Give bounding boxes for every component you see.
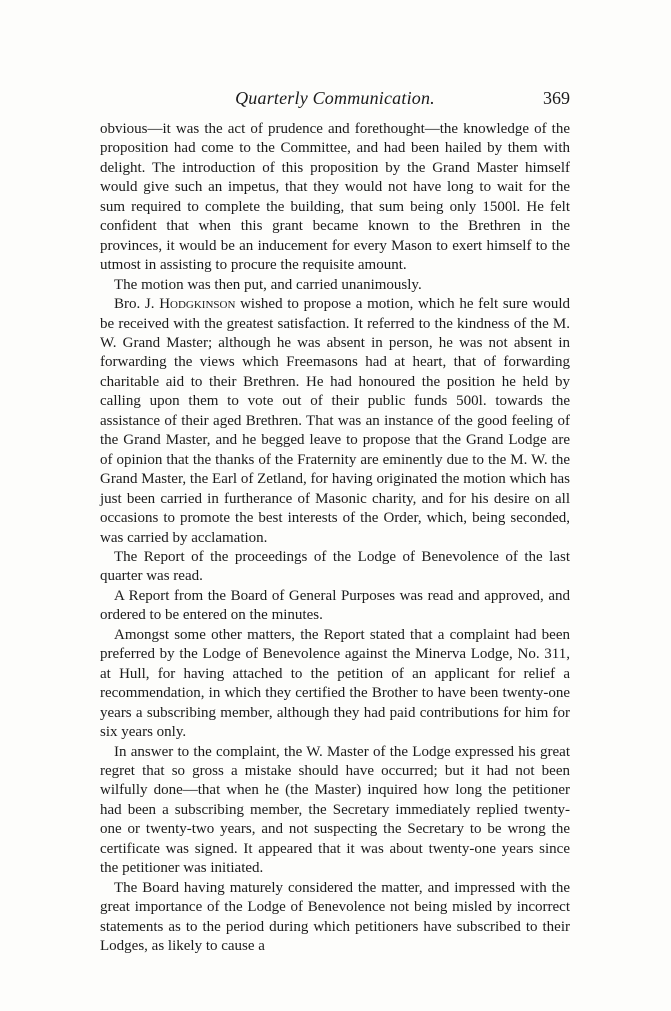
paragraph-benevolence-report: The Report of the proceedings of the Lodge of Benevolence of the last quarter was read. — [100, 548, 570, 585]
page-number: 369 — [543, 88, 570, 108]
paragraph-hodgkinson-motion — [100, 295, 570, 548]
paragraph-board-considered: The Board having maturely considered the matter, and impressed with the great importance of the Lodge of Benevolence not being misled by incorrect statements as to the period during which petitioners have subscribed to their Lodges, as likely to cause a — [100, 879, 570, 955]
speaker-name: Hodgkinson — [159, 296, 236, 313]
running-head — [100, 88, 570, 110]
paragraph-complaint: Amongst some other matters, the Report stated that a complaint had been preferred by the Lodge of Benevolence against the Minerva Lodge, No. 311, at Hull, for having attached to the petition of an applicant for relief a recommendation, in which they certified the Brother to have been twenty-one years a subscribing member, although they had paid contributions for him for six years only. — [100, 626, 570, 741]
paragraph-motion-carried: The motion was then put, and carried unanimously. — [114, 276, 422, 293]
paragraph-body: wished to propose a motion, which he felt sure would be received with the greatest satisfaction. It referred to the kindness of the M. W. Grand Master; although he was absent in person, he was not absent in forwarding the views which Freemasons had at heart, that of forwarding charitable aid to their Brethren. He had honoured the position he held by calling upon them to vote out of their public funds 500l. towards the assistance of their aged Brethren. That was an instance of the good feeling of the Grand Master, and he begged leave to propose that the Grand Lodge are of opinion that the thanks of the Fraternity are eminently due to the M. W. the Grand Master, the Earl of Zetland, for having originated the motion which has just been carried in furtherance of Masonic charity, and for his desire on all occasions to promote the best interests of the Order, which, being seconded, was carried by acclamation. — [100, 296, 570, 546]
body-text — [100, 120, 570, 956]
paragraph-answer: In answer to the complaint, the W. Master of the Lodge expressed his great regret that so gross a mistake should have occurred; but it had not been wilfully done—that when he (the Master) inquired how long the petitioner had been a subscribing member, the Secretary immediately replied twenty-one or twenty-two years, and not suspecting the Secretary to be wrong the certificate was signed. It appeared that it was about twenty-one years since the petitioner was initiated. — [100, 743, 570, 877]
paragraph-general-purposes-report: A Report from the Board of General Purposes was read and approved, and ordered to be entered on the minutes. — [100, 587, 570, 624]
paragraph-continued: obvious—it was the act of prudence and forethought—the knowledge of the proposition had come to the Committee, and had been hailed by them with delight. The introduction of this proposition by the Grand Master himself would give such an impetus, that they would not have long to wait for the sum required to complete the building, that sum being only 1500l. He felt confident that when this grant became known to the Brethren in the provinces, it would be an inducement for every Mason to exert himself to the utmost in assisting to procure the requisite amount. — [100, 121, 570, 274]
paragraph-lead: Bro. J. — [114, 296, 160, 313]
running-title: Quarterly Communication. — [235, 88, 435, 108]
